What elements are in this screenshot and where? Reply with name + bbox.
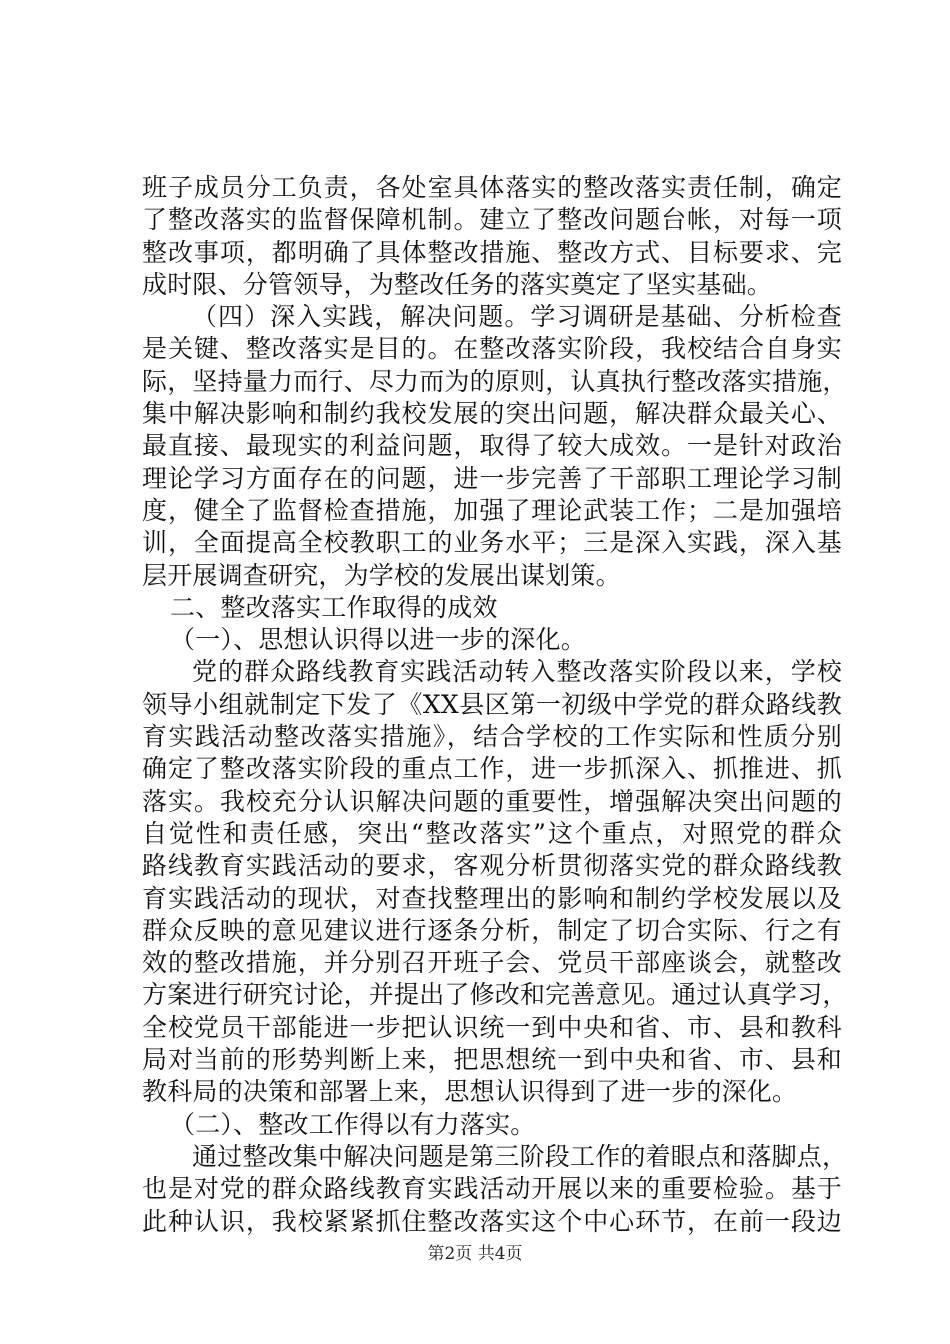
text-line: 路线教育实践活动的要求，客观分析贯彻落实党的群众路线教 [142,851,842,881]
text-line: 落实。我校充分认识解决问题的重要性，增强解决突出问题的 [142,786,842,816]
text-line: （一）、思想认识得以进一步的深化。 [170,625,586,655]
text-line: 群众反映的意见建议进行逐条分析，制定了切合实际、行之有 [142,915,842,945]
text-line: 际，坚持量力而行、尽力而为的原则，认真执行整改落实措施， [142,366,848,396]
text-line: 集中解决影响和制约我校发展的突出问题，解决群众最关心、 [142,399,842,429]
text-line: 是关键、整改落实是目的。在整改落实阶段，我校结合自身实 [142,334,842,364]
text-line: 全校党员干部能进一步把认识统一到中央和省、市、县和教科 [142,1012,842,1042]
text-line: 度，健全了监督检查措施，加强了理论武装工作；二是加强培 [142,495,842,525]
text-line: 二、整改落实工作取得的成效 [170,592,498,622]
text-line: 效的整改措施，并分别召开班子会、党员干部座谈会，就整改 [142,948,842,978]
text-line: （四）深入实践，解决问题。学习调研是基础、分析检查 [192,302,842,332]
text-line: 领导小组就制定下发了《XX县区第一初级中学党的群众路线教 [142,689,842,719]
text-line: 整改事项，都明确了具体整改措施、整改方式、目标要求、完 [142,237,842,267]
text-line: 局对当前的形势判断上来，把思想统一到中央和省、市、县和 [142,1045,842,1075]
text-line: 教科局的决策和部署上来，思想认识得到了进一步的深化。 [142,1077,798,1107]
page-footer: 第2页 共4页 [427,1244,523,1264]
text-line: 通过整改集中解决问题是第三阶段工作的着眼点和落脚点， [192,1141,848,1171]
text-line: 最直接、最现实的利益问题，取得了较大成效。一是针对政治 [142,431,842,461]
text-line: 层开展调查研究，为学校的发展出谋划策。 [142,560,621,590]
text-line: 自觉性和责任感，突出“整改落实”这个重点，对照党的群众 [142,818,842,848]
text-line: 育实践活动整改落实措施》，结合学校的工作实际和性质分别 [142,722,842,752]
text-line: 成时限、分管领导，为整改任务的落实奠定了坚实基础。 [142,269,773,299]
text-line: 育实践活动的现状，对查找整理出的影响和制约学校发展以及 [142,883,842,913]
text-line: 理论学习方面存在的问题，进一步完善了干部职工理论学习制 [142,463,842,493]
text-line: 了整改落实的监督保障机制。建立了整改问题台帐，对每一项 [142,205,842,235]
document-body [142,172,848,1238]
text-line: 确定了整改落实阶段的重点工作，进一步抓深入、抓推进、抓 [142,754,842,784]
text-line: 方案进行研究讨论，并提出了修改和完善意见。通过认真学习， [142,980,848,1010]
text-line: （二）、整改工作得以有力落实。 [170,1109,536,1139]
text-line: 此种认识，我校紧紧抓住整改落实这个中心环节，在前一段边 [142,1206,842,1236]
text-line: 党的群众路线教育实践活动转入整改落实阶段以来，学校 [192,657,842,687]
text-line: 训，全面提高全校教职工的业务水平；三是深入实践，深入基 [142,528,842,558]
text-line: 也是对党的群众路线教育实践活动开展以来的重要检验。基于 [142,1174,842,1204]
text-line: 班子成员分工负责，各处室具体落实的整改落实责任制，确定 [142,173,842,202]
